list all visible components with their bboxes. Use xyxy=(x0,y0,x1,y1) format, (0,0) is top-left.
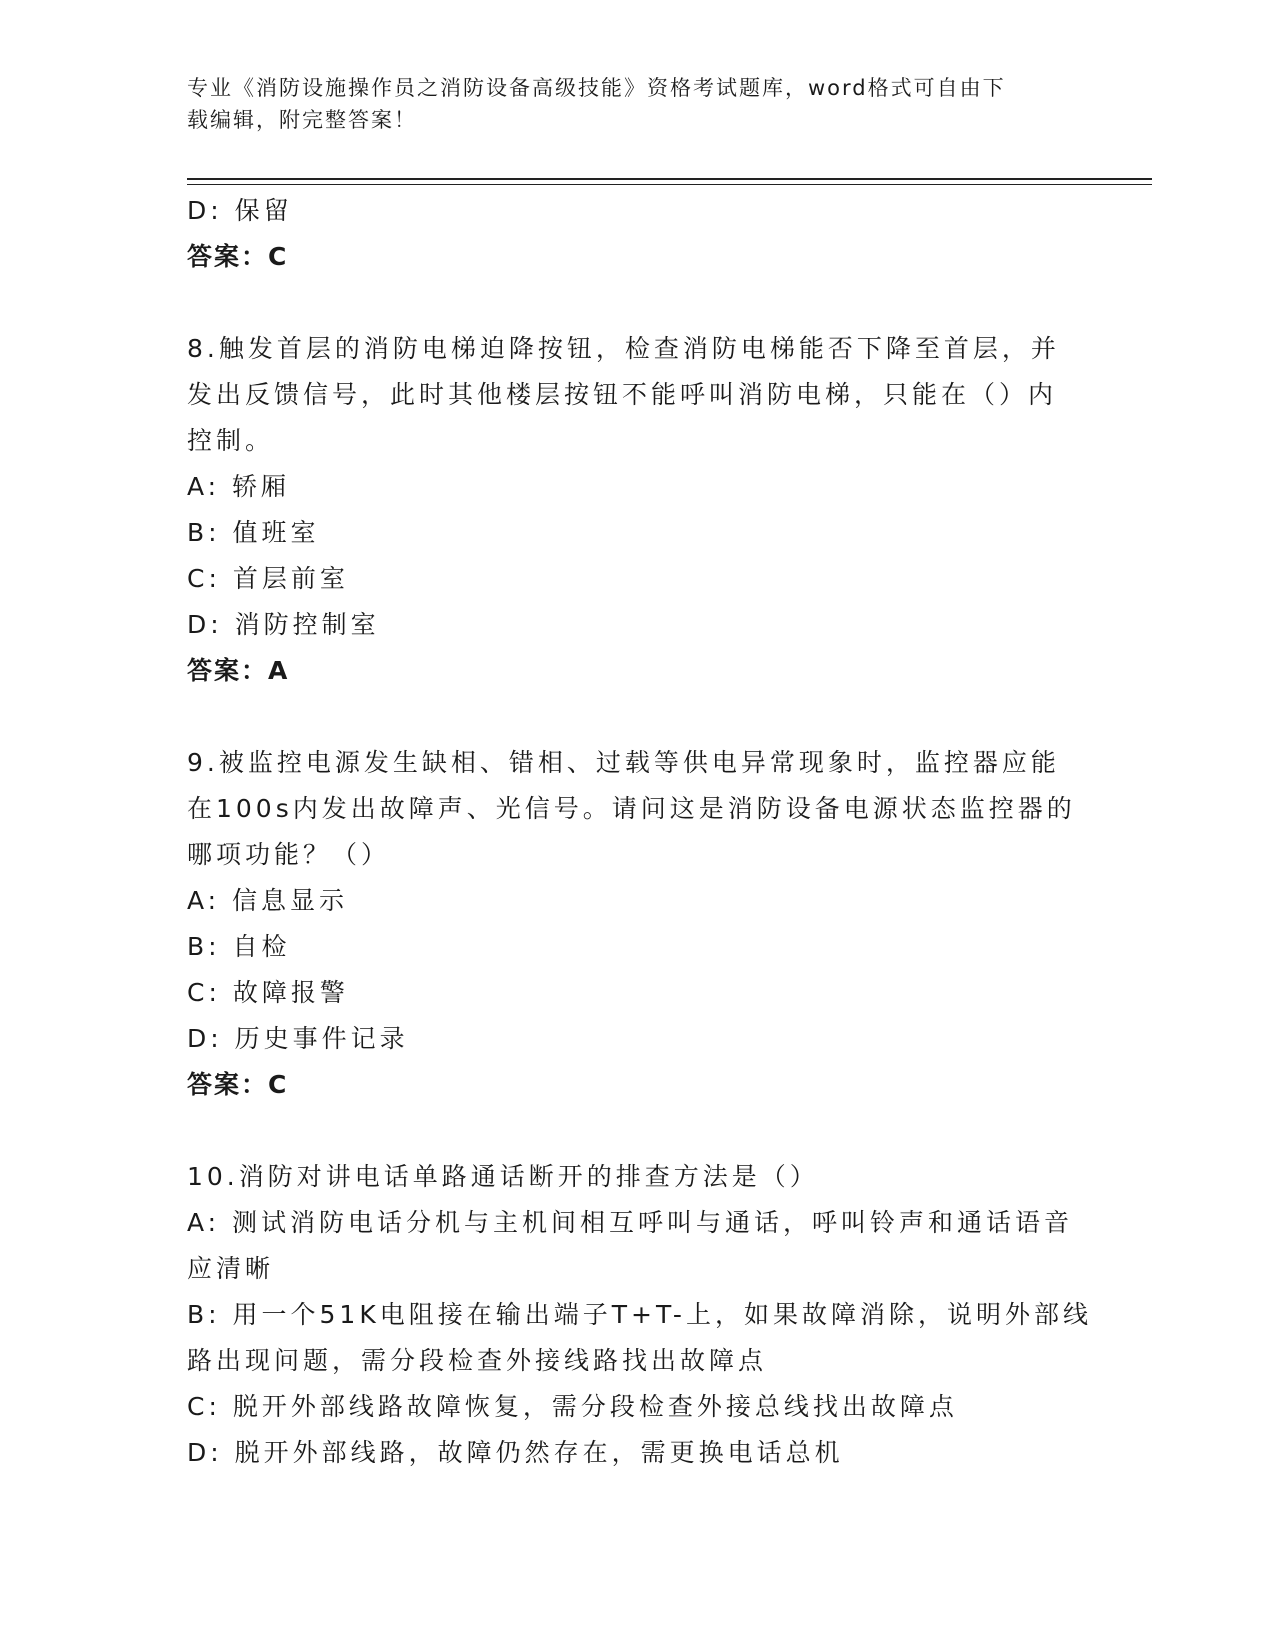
answer-line: 答案：C xyxy=(187,1070,289,1099)
header-line-1: 专业《消防设施操作员之消防设备高级技能》资格考试题库，word格式可自由下 xyxy=(187,76,1006,100)
question-text-line: 9.被监控电源发生缺相、错相、过载等供电异常现象时，监控器应能 xyxy=(187,748,1060,777)
header-divider-thin xyxy=(187,184,1152,185)
option-a-continued: 应清晰 xyxy=(187,1254,275,1283)
option-d: D: 保留 xyxy=(187,196,293,225)
header-divider-thick xyxy=(187,178,1152,180)
option-b: B: 值班室 xyxy=(187,518,320,547)
option-b-continued: 路出现问题，需分段检查外接线路找出故障点 xyxy=(187,1346,768,1375)
option-d: D: 脱开外部线路，故障仍然存在，需更换电话总机 xyxy=(187,1438,844,1467)
header-line-2: 载编辑，附完整答案！ xyxy=(187,108,417,132)
option-c: C: 首层前室 xyxy=(187,564,349,593)
question-text-line: 8.触发首层的消防电梯迫降按钮，检查消防电梯能否下降至首层，并 xyxy=(187,334,1060,363)
question-text-line: 控制。 xyxy=(187,426,275,455)
option-a: A: 信息显示 xyxy=(187,886,349,915)
option-a: A: 测试消防电话分机与主机间相互呼叫与通话，呼叫铃声和通话语音 xyxy=(187,1208,1074,1237)
spacer xyxy=(187,694,1087,740)
question-10 xyxy=(187,1154,1092,1476)
spacer xyxy=(187,280,1087,326)
question-9 xyxy=(187,740,1087,1108)
question-list xyxy=(187,188,1092,1476)
answer-line: 答案：A xyxy=(187,656,290,685)
question-text-line: 在100s内发出故障声、光信号。请问这是消防设备电源状态监控器的 xyxy=(187,794,1076,823)
question-8 xyxy=(187,326,1087,694)
answer-line: 答案：C xyxy=(187,242,289,271)
option-d: D: 历史事件记录 xyxy=(187,1024,409,1053)
option-b: B: 用一个51K电阻接在输出端子T+T-上，如果故障消除，说明外部线 xyxy=(187,1300,1092,1329)
option-b: B: 自检 xyxy=(187,932,291,961)
option-a: A: 轿厢 xyxy=(187,472,291,501)
question-text-line: 哪项功能？（） xyxy=(187,840,391,869)
option-d: D: 消防控制室 xyxy=(187,610,380,639)
option-c: C: 故障报警 xyxy=(187,978,349,1007)
page-header xyxy=(187,72,1067,136)
option-c: C: 脱开外部线路故障恢复，需分段检查外接总线找出故障点 xyxy=(187,1392,958,1421)
question-text-line: 10.消防对讲电话单路通话断开的排查方法是（） xyxy=(187,1162,819,1191)
question-text-line: 发出反馈信号，此时其他楼层按钮不能呼叫消防电梯，只能在（）内 xyxy=(187,380,1058,409)
spacer xyxy=(187,1108,1087,1154)
